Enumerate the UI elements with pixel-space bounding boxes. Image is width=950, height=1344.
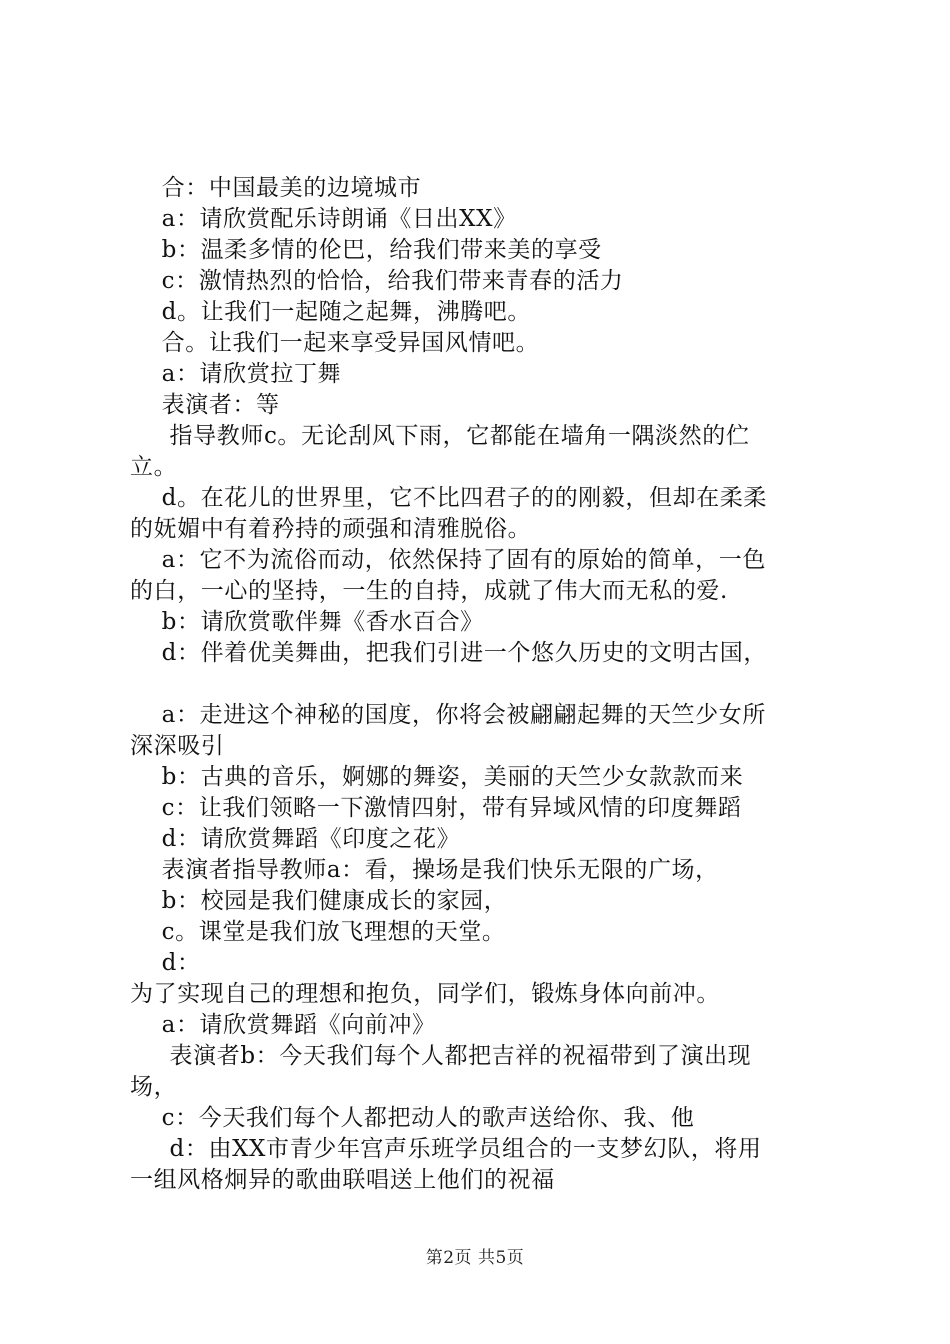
text-line: 场，: [130, 1074, 178, 1100]
text-line: a：请欣赏舞蹈《向前冲》: [130, 1012, 436, 1038]
text-line: 为了实现自己的理想和抱负，同学们，锻炼身体向前冲。: [130, 981, 720, 1007]
blank-line: [130, 669, 835, 700]
text-line: 表演者指导教师a：看，操场是我们快乐无限的广场，: [130, 857, 719, 883]
document-body: [130, 173, 835, 1196]
text-line: 合。让我们一起来享受异国风情吧。: [130, 330, 540, 356]
text-line: a：它不为流俗而动，依然保持了固有的原始的简单，一色: [130, 547, 766, 573]
text-line: d：伴着优美舞曲，把我们引进一个悠久历史的文明古国，: [130, 640, 767, 666]
text-line: b：古典的音乐，婀娜的舞姿，美丽的天竺少女款款而来: [130, 764, 744, 790]
text-line: d：由XX市青少年宫声乐班学员组合的一支梦幻队，将用: [130, 1136, 762, 1162]
text-line: d：请欣赏舞蹈《印度之花》: [130, 826, 461, 852]
text-line: 深深吸引: [130, 733, 225, 759]
text-line: 的白，一心的坚持，一生的自持，成就了伟大而无私的爱.: [130, 578, 728, 604]
text-line: 合：中国最美的边境城市: [130, 175, 422, 201]
text-line: a：请欣赏配乐诗朗诵《日出XX》: [130, 206, 517, 232]
text-line: a：走进这个神秘的国度，你将会被翩翩起舞的天竺少女所: [130, 702, 766, 728]
text-line: c：激情热烈的恰恰，给我们带来青春的活力: [130, 268, 624, 294]
text-line: b：请欣赏歌伴舞《香水百合》: [130, 609, 484, 635]
text-line: a：请欣赏拉丁舞: [130, 361, 342, 387]
text-line: 表演者：等: [130, 392, 280, 418]
text-line: c：让我们领略一下激情四射，带有异域风情的印度舞蹈: [130, 795, 742, 821]
text-line: 表演者b：今天我们每个人都把吉祥的祝福带到了演出现: [130, 1043, 752, 1069]
text-line: 一组风格炯异的歌曲联唱送上他们的祝福: [130, 1167, 555, 1193]
text-line: c：今天我们每个人都把动人的歌声送给你、我、他: [130, 1105, 695, 1131]
text-line: c。课堂是我们放飞理想的天堂。: [130, 919, 506, 945]
text-line: 立。: [130, 454, 178, 480]
text-line: b：校园是我们健康成长的家园，: [130, 888, 508, 914]
text-line: b：温柔多情的伦巴，给我们带来美的享受: [130, 237, 602, 263]
text-line: d。让我们一起随之起舞，沸腾吧。: [130, 299, 531, 325]
text-line: d：: [130, 950, 201, 976]
text-line: 的妩媚中有着矜持的顽强和清雅脱俗。: [130, 516, 532, 542]
page-footer: 第2页 共5页: [425, 1248, 525, 1268]
text-line: d。在花儿的世界里，它不比四君子的的刚毅，但却在柔柔: [130, 485, 767, 511]
text-line: 指导教师c。无论刮风下雨，它都能在墙角一隅淡然的伫: [130, 423, 750, 449]
